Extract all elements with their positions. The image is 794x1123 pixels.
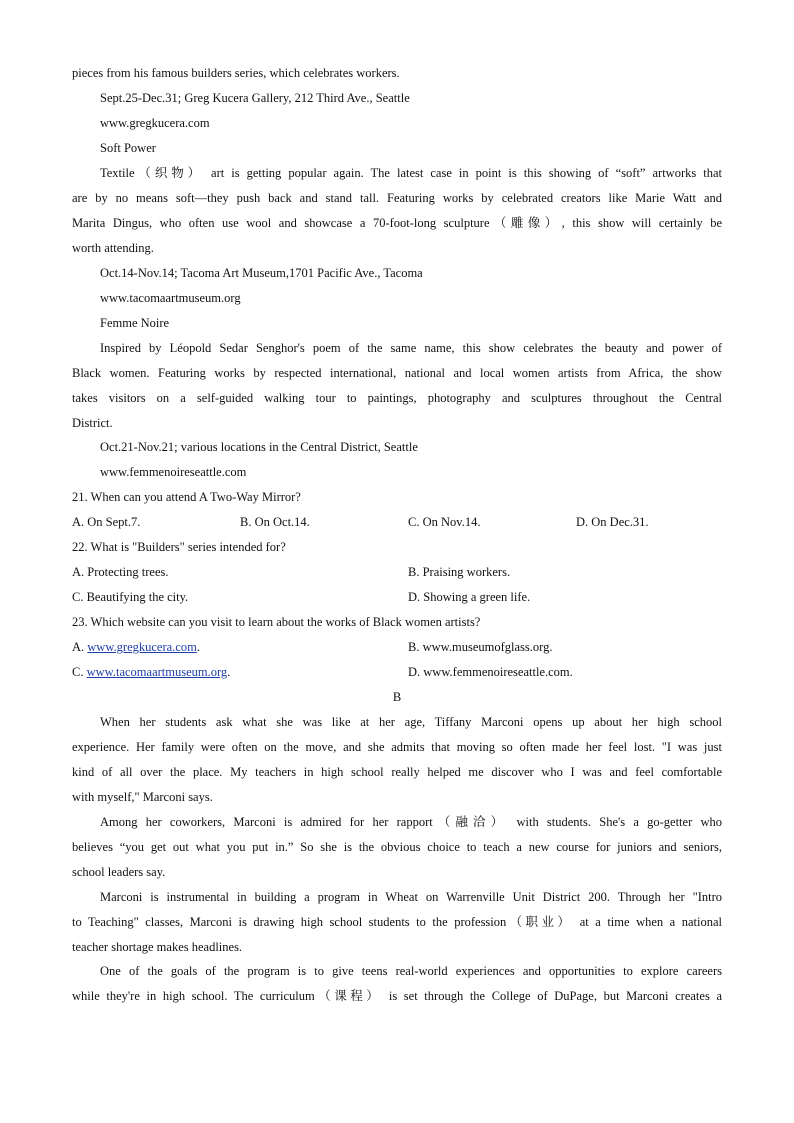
answer-option: A. On Sept.7. xyxy=(72,515,141,529)
answer-option: B. Praising workers. xyxy=(408,565,511,579)
paragraph-line: teacher shortage makes headlines. xyxy=(72,940,243,954)
answer-option: D. On Dec.31. xyxy=(576,515,649,529)
event-details: Oct.21-Nov.21; various locations in the Central District, Seattle xyxy=(100,440,418,454)
event-desc-line: Textile（织物） art is getting popular again. The latest case in point is this showing of “soft” artworks that xyxy=(100,166,722,180)
event-website: www.gregkucera.com xyxy=(100,116,210,130)
event-desc-line: Marita Dingus, who often use wool and showcase a 70-foot-long sculpture（雕像）, this show will certainly be xyxy=(72,216,722,230)
event-desc-line: takes visitors on a self-guided walking tour to paintings, photography and sculptures throughout the Central xyxy=(72,391,722,405)
paragraph-line: Among her coworkers, Marconi is admired for her rapport（融洽） with students. She's a go-getter who xyxy=(100,815,722,829)
event-title: Femme Noire xyxy=(100,316,170,330)
event-website: www.tacomaartmuseum.org xyxy=(100,291,241,305)
event-desc-line: District. xyxy=(72,416,113,430)
event-desc-line: are by no means soft—they push back and stand tall. Featuring works by celebrated creators like Marie Watt and xyxy=(72,191,722,205)
paragraph-line: school leaders say. xyxy=(72,865,166,879)
answer-option xyxy=(72,660,230,685)
paragraph-line: When her students ask what she was like at her age, Tiffany Marconi opens up about her high school xyxy=(100,715,722,729)
question-stem: 23. Which website can you visit to learn about the works of Black women artists? xyxy=(72,615,481,629)
answer-option: C. Beautifying the city. xyxy=(72,590,189,604)
paragraph-line: experience. Her family were often on the move, and she admits that moving so often made her feel lost. "I was just xyxy=(72,740,722,754)
option-period: . xyxy=(196,640,200,654)
answer-option: D. Showing a green life. xyxy=(408,590,531,604)
paragraph-line: believes “you get out what you put in.” So she is the obvious choice to teach a new course for juniors and seniors, xyxy=(72,840,722,854)
answer-option: A. Protecting trees. xyxy=(72,565,169,579)
intro-tail-line: pieces from his famous builders series, which celebrates workers. xyxy=(72,66,400,80)
event-website: www.femmenoireseattle.com xyxy=(100,465,247,479)
event-details: Oct.14-Nov.14; Tacoma Art Museum,1701 Pacific Ave., Tacoma xyxy=(100,266,423,280)
answer-option xyxy=(72,635,200,660)
event-desc-line: worth attending. xyxy=(72,241,154,255)
event-desc-line: Black women. Featuring works by respected international, national and local women artists from Africa, the show xyxy=(72,366,722,380)
answer-option: D. www.femmenoireseattle.com. xyxy=(408,665,573,679)
paragraph-line: Marconi is instrumental in building a program in Wheat on Warrenville Unit District 200. Through her "Intro xyxy=(100,890,722,904)
section-heading: B xyxy=(392,690,402,704)
paragraph-line: with myself," Marconi says. xyxy=(72,790,213,804)
option-period: . xyxy=(227,665,231,679)
website-link[interactable]: www.gregkucera.com xyxy=(87,640,197,654)
website-link[interactable]: www.tacomaartmuseum.org xyxy=(86,665,228,679)
question-stem: 22. What is "Builders" series intended for? xyxy=(72,540,286,554)
event-desc-line: Inspired by Léopold Sedar Senghor's poem of the same name, this show celebrates the beauty and power of xyxy=(100,341,722,355)
paragraph-line: while they're in high school. The curriculum（课程） is set through the College of DuPage, but Marconi creates a xyxy=(72,989,722,1003)
paragraph-line: kind of all over the place. My teachers in high school really helped me discover who I was and feel comfortable xyxy=(72,765,722,779)
paragraph-line: to Teaching" classes, Marconi is drawing high school students to the profession（职业） at a time when a national xyxy=(72,915,722,929)
option-letter: C. xyxy=(72,665,87,679)
event-title: Soft Power xyxy=(100,141,156,155)
option-letter: A. xyxy=(72,640,88,654)
paragraph-line: One of the goals of the program is to give teens real-world experiences and opportunities to explore careers xyxy=(100,964,722,978)
event-details: Sept.25-Dec.31; Greg Kucera Gallery, 212 Third Ave., Seattle xyxy=(100,91,410,105)
answer-option: B. www.museumofglass.org. xyxy=(408,640,553,654)
answer-option: B. On Oct.14. xyxy=(240,515,310,529)
answer-option: C. On Nov.14. xyxy=(408,515,481,529)
question-stem: 21. When can you attend A Two-Way Mirror? xyxy=(72,490,301,504)
